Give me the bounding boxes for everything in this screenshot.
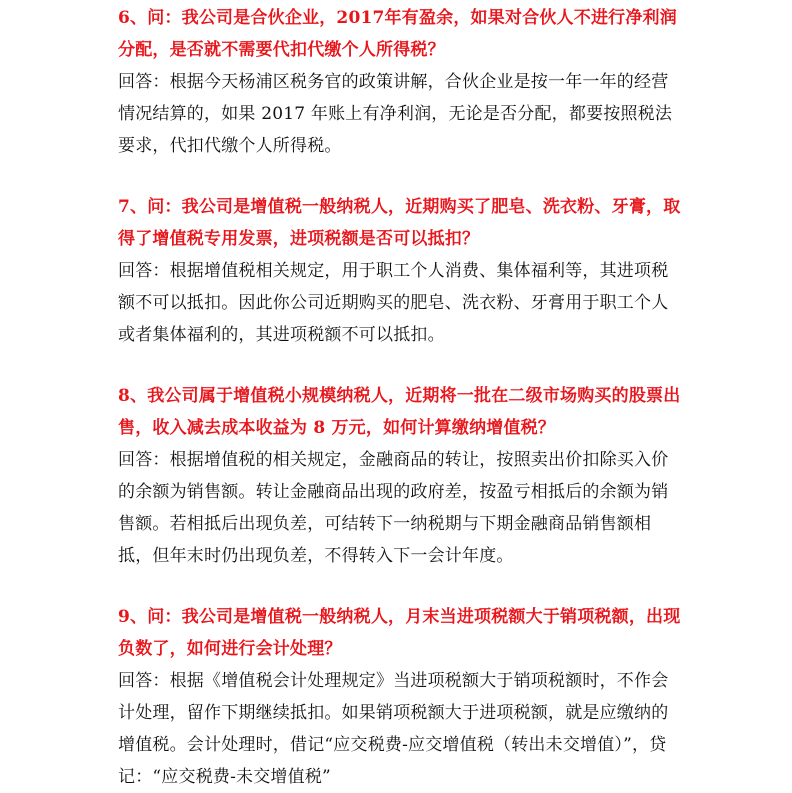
qa-document bbox=[118, 2, 684, 793]
qa-item-7 bbox=[118, 191, 684, 351]
answer-7: 回答：根据增值税相关规定，用于职工个人消费、集体福利等，其进项税额不可以抵扣。因此你公司近期购买的肥皂、洗衣粉、牙膏用于职工个人或者集体福利的，其进项税额不可以抵扣。 bbox=[118, 261, 669, 345]
question-8: 8、我公司属于增值税小规模纳税人，近期将一批在二级市场购买的股票出售，收入减去成本收益为 8 万元，如何计算缴纳增值税？ bbox=[118, 386, 681, 438]
question-9: 9、问：我公司是增值税一般纳税人，月末当进项税额大于销项税额，出现负数了，如何进行会计处理？ bbox=[118, 607, 681, 659]
answer-6: 回答：根据今天杨浦区税务官的政策讲解，合伙企业是按一年一年的经营情况结算的，如果 2017 年账上有净利润，无论是否分配，都要按照税法要求，代扣代缴个人所得税。 bbox=[118, 72, 673, 156]
qa-item-8 bbox=[118, 380, 684, 572]
question-6: 6、问：我公司是合伙企业，2017年有盈余，如果对合伙人不进行净利润分配，是否就不需要代扣代缴个人所得税？ bbox=[118, 8, 677, 60]
question-7: 7、问：我公司是增值税一般纳税人，近期购买了肥皂、洗衣粉、牙膏，取得了增值税专用发票，进项税额是否可以抵扣？ bbox=[118, 197, 681, 249]
answer-9: 回答：根据《增值税会计处理规定》当进项税额大于销项税额时，不作会计处理，留作下期继续抵扣。如果销项税额大于进项税额，就是应缴纳的增值税。会计处理时，借记“应交税费-应交增值税（转出未交增值）”，贷记：“应交税费-未交增值税” bbox=[118, 671, 669, 787]
answer-8: 回答：根据增值税的相关规定，金融商品的转让，按照卖出价扣除买入价的余额为销售额。转让金融商品出现的政府差，按盈亏相抵后的余额为销售额。若相抵后出现负差，可结转下一纳税期与下期金融商品销售额相抵，但年末时仍出现负差，不得转入下一会计年度。 bbox=[118, 450, 669, 566]
qa-item-6 bbox=[118, 2, 684, 162]
qa-item-9 bbox=[118, 601, 684, 793]
